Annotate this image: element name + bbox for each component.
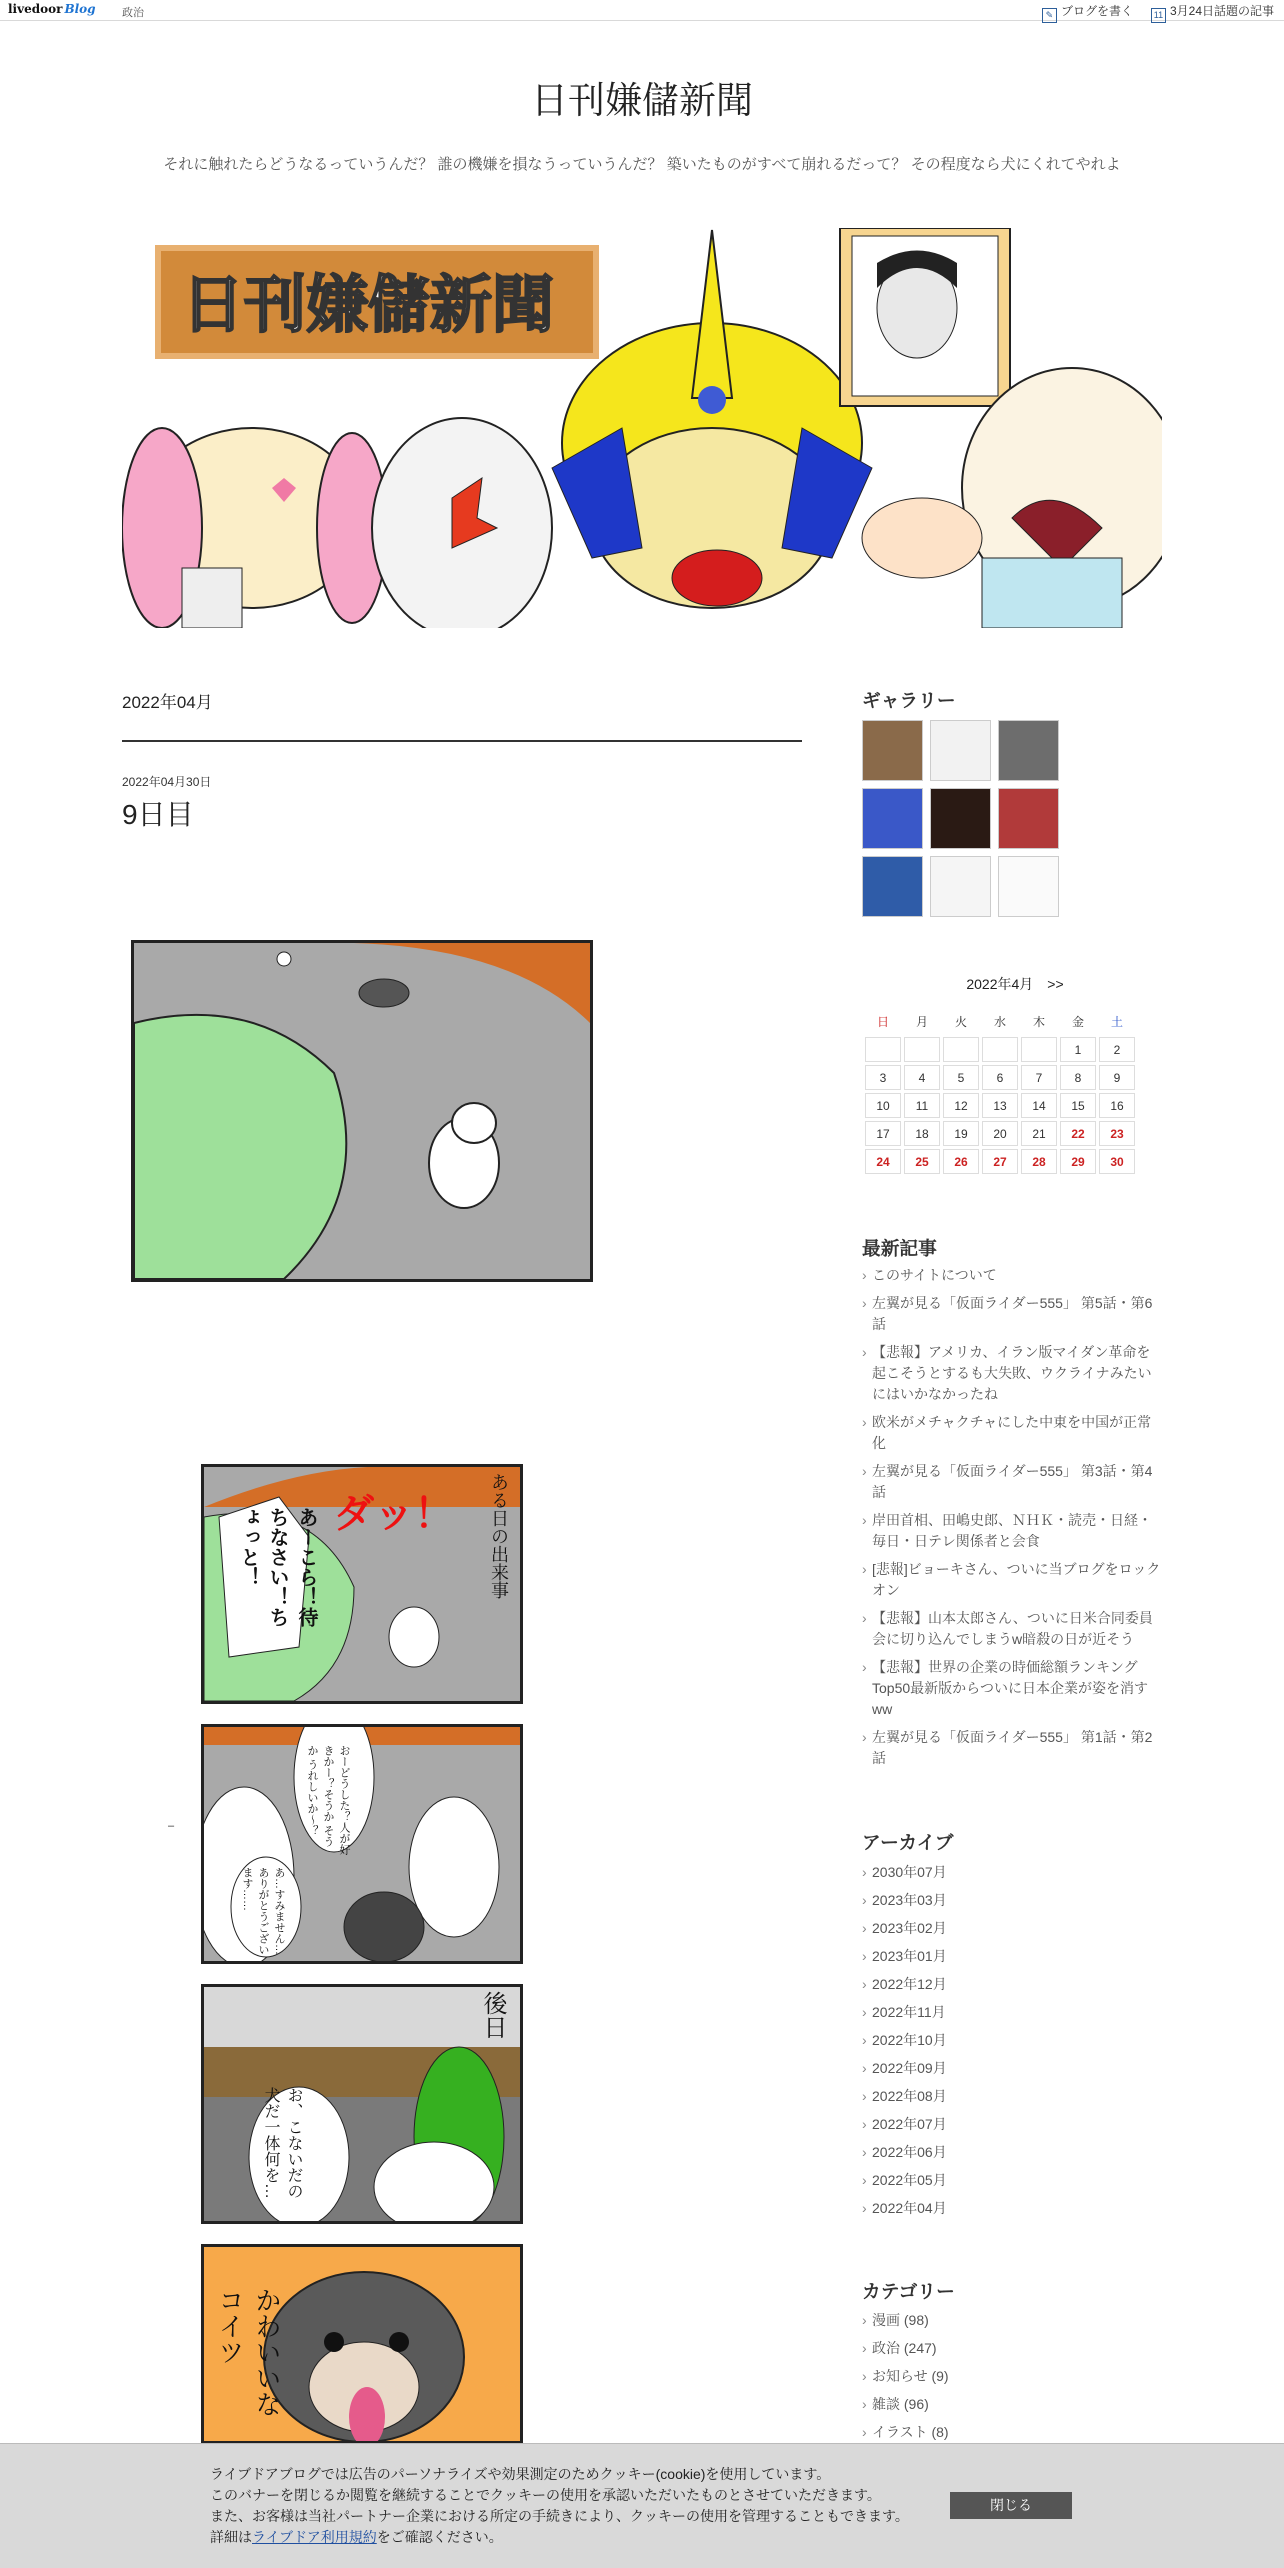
write-blog-label: ブログを書く: [1060, 4, 1133, 18]
calendar-day[interactable]: 26: [943, 1149, 979, 1174]
top-bar: [0, 0, 1284, 21]
cookie-banner: [0, 2443, 1284, 2568]
comic-caption-1: ある日の出来事: [489, 1473, 509, 1599]
cookie-line-2: このバナーを閉じるか閲覧を継続することでクッキーの使用を承認いただいたものとさせていただきます。: [210, 2487, 881, 2503]
comic-panel-1: [131, 940, 593, 1282]
calendar-next-link[interactable]: >>: [1047, 976, 1064, 992]
calendar-day[interactable]: 29: [1060, 1149, 1096, 1174]
logo-text: livedoor: [8, 2, 63, 16]
calendar-icon: 11: [1151, 8, 1166, 23]
post-date: 2022年04月30日: [122, 775, 212, 789]
cookie-line-1: ライブドアブログでは広告のパーソナライズや効果測定のためクッキー(cookie)を使用しています。: [210, 2466, 831, 2482]
comic-speech-4: お、こないだの犬だ一体何を…: [262, 2087, 302, 2199]
calendar-day[interactable]: 1: [1060, 1037, 1096, 1062]
topic-articles-link[interactable]: [1151, 2, 1274, 23]
cookie-line-3: また、お客様は当社パートナー企業における所定の手続きにより、クッキーの使用を管理することもできます。: [210, 2508, 909, 2524]
recent-post-link[interactable]: › このサイトについて: [862, 1265, 1162, 1286]
calendar-day[interactable]: 27: [982, 1149, 1018, 1174]
gallery-thumb[interactable]: [998, 856, 1059, 917]
calendar-day[interactable]: 22: [1060, 1121, 1096, 1146]
banner-title: 日刊嫌儲新聞: [182, 268, 555, 341]
calendar-day: [904, 1037, 940, 1062]
cookie-line-4: [210, 2527, 909, 2548]
cookie-line-4-post: をご確認ください。: [376, 2529, 503, 2545]
calendar-day: [982, 1037, 1018, 1062]
calendar-day[interactable]: 18: [904, 1121, 940, 1146]
category-link[interactable]: 政治: [122, 7, 144, 19]
calendar-day[interactable]: 5: [943, 1065, 979, 1090]
recent-heading: 最新記事: [862, 1238, 937, 1259]
recent-post-link[interactable]: › 岸田首相、田嶋史郎、ＮＨＫ・読売・日経・毎日・日テレ関係者と会食: [862, 1510, 1162, 1552]
heading-rule: [122, 740, 802, 742]
calendar-day[interactable]: 16: [1099, 1093, 1135, 1118]
archive-link[interactable]: › 2022年08月: [862, 2086, 1162, 2107]
gallery-thumb[interactable]: [930, 788, 991, 849]
sfx-text: ダッ！: [334, 1492, 454, 1536]
calendar-week: [865, 1065, 1135, 1090]
comic-speech-2: おーどうした？人が好きかー？そうか そうか うれしいか～？: [306, 1745, 350, 1855]
banner-illustration: [122, 228, 1162, 628]
calendar-day[interactable]: 20: [982, 1121, 1018, 1146]
comic-strip-panel-3: [201, 1984, 523, 2224]
comic-speech-3: あ…すみません…ありがとうございます……: [241, 1867, 285, 1955]
cookie-close-button[interactable]: 閉じる: [950, 2492, 1072, 2519]
archive-link[interactable]: › 2023年03月: [862, 1890, 1162, 1911]
archive-link[interactable]: › 2023年02月: [862, 1918, 1162, 1939]
category-link[interactable]: › 政治 (247): [862, 2338, 1162, 2359]
comic-strip-panel-3-art: [204, 1987, 520, 2221]
comic-strip-panel-2: [201, 1724, 523, 1964]
calendar-day[interactable]: 10: [865, 1093, 901, 1118]
write-blog-link[interactable]: [1042, 2, 1133, 23]
archive-link[interactable]: › 2023年01月: [862, 1946, 1162, 1967]
weekday-mon: 月: [915, 1015, 928, 1029]
calendar-day[interactable]: 30: [1099, 1149, 1135, 1174]
calendar-day: [1021, 1037, 1057, 1062]
calendar-day[interactable]: 12: [943, 1093, 979, 1118]
post-title[interactable]: 9日目: [122, 799, 194, 830]
category-link[interactable]: › お知らせ (9): [862, 2366, 1162, 2387]
calendar-day[interactable]: 24: [865, 1149, 901, 1174]
calendar-day[interactable]: 17: [865, 1121, 901, 1146]
cookie-text: [210, 2464, 909, 2548]
category-link[interactable]: › 雑談 (96): [862, 2394, 1162, 2415]
archive-link[interactable]: › 2022年11月: [862, 2002, 1162, 2023]
recent-post-link[interactable]: › 左翼が見る「仮面ライダー555」 第3話・第4話: [862, 1461, 1162, 1503]
calendar-day[interactable]: 25: [904, 1149, 940, 1174]
calendar-day[interactable]: 23: [1099, 1121, 1135, 1146]
top-bar-actions: [1042, 2, 1274, 23]
calendar-header: [862, 974, 1168, 994]
archive-link[interactable]: › 2030年07月: [862, 1862, 1162, 1883]
comic-speech-1: あーこら！待ちなさい！ちょっと！: [237, 1507, 317, 1627]
comic-strip-panel-4: [201, 2244, 523, 2444]
recent-post-link[interactable]: › [悲報]ビョーキさん、ついに当ブログをロックオン: [862, 1559, 1162, 1601]
weekday-tue: 火: [954, 1015, 967, 1029]
archive-link[interactable]: › 2022年09月: [862, 2058, 1162, 2079]
weekday-thu: 木: [1032, 1015, 1045, 1029]
recent-post-link[interactable]: › 左翼が見る「仮面ライダー555」 第5話・第6話: [862, 1293, 1162, 1335]
calendar-week: [865, 1093, 1135, 1118]
archive-link[interactable]: › 2022年07月: [862, 2114, 1162, 2135]
gallery-thumb[interactable]: [998, 788, 1059, 849]
pencil-icon: ✎: [1042, 8, 1057, 23]
calendar-day[interactable]: 4: [904, 1065, 940, 1090]
site-title[interactable]: 日刊嫌儲新聞: [531, 79, 753, 122]
calendar-weekdays: [865, 1009, 1135, 1034]
calendar-week: [865, 1149, 1135, 1174]
comic-strip-panel-1: [201, 1464, 523, 1704]
category-list: [862, 2310, 1162, 2450]
recent-post-link[interactable]: › 左翼が見る「仮面ライダー555」 第1話・第2話: [862, 1727, 1162, 1769]
calendar-day[interactable]: 7: [1021, 1065, 1057, 1090]
calendar-day[interactable]: 14: [1021, 1093, 1057, 1118]
calendar-day: [865, 1037, 901, 1062]
recent-post-link[interactable]: › 【悲報】世界の企業の時価総額ランキングTop50最新版からついに日本企業が姿を消すww: [862, 1657, 1162, 1720]
calendar-day[interactable]: 28: [1021, 1149, 1057, 1174]
calendar-day[interactable]: 6: [982, 1065, 1018, 1090]
calendar-week: [865, 1037, 1135, 1062]
recent-post-link[interactable]: › 欧米がメチャクチャにした中東を中国が正常化: [862, 1412, 1162, 1454]
calendar-day[interactable]: 19: [943, 1121, 979, 1146]
archive-link[interactable]: › 2022年12月: [862, 1974, 1162, 1995]
calendar-day[interactable]: 3: [865, 1065, 901, 1090]
gallery-grid: [862, 720, 1062, 917]
calendar-day[interactable]: 2: [1099, 1037, 1135, 1062]
header-banner[interactable]: [122, 228, 1162, 628]
cookie-line-4-pre: 詳細は: [210, 2529, 252, 2545]
recent-post-link[interactable]: › 【悲報】アメリカ、イラン版マイダン革命を起こそうとするも大失敗、ウクライナみたいにはいかなかったね: [862, 1342, 1162, 1405]
gallery-thumb[interactable]: [862, 720, 923, 781]
calendar-day[interactable]: 15: [1060, 1093, 1096, 1118]
recent-posts-list: [862, 1265, 1162, 1776]
archive-list: [862, 1862, 1162, 2226]
site-tagline: それに触れたらどうなるっていうんだ？ 誰の機嫌を損なうっていうんだ？ 築いたものがすべて崩れるだって？ その程度なら犬にくれてやれよ: [163, 156, 1121, 173]
gallery-thumb[interactable]: [862, 856, 923, 917]
archive-sidebar-heading: アーカイブ: [862, 1832, 954, 1853]
archive-link[interactable]: › 2022年06月: [862, 2142, 1162, 2163]
gallery-thumb[interactable]: [930, 720, 991, 781]
gallery-thumb[interactable]: [862, 788, 923, 849]
category-heading: カテゴリー: [862, 2281, 955, 2302]
calendar-day: [943, 1037, 979, 1062]
archive-link[interactable]: › 2022年10月: [862, 2030, 1162, 2051]
archive-link[interactable]: › 2022年05月: [862, 2170, 1162, 2191]
calendar-day[interactable]: 9: [1099, 1065, 1135, 1090]
comic-caption-3: かわいいなコイツ: [215, 2287, 282, 2417]
category-link[interactable]: › イラスト (8): [862, 2422, 1162, 2443]
calendar-day[interactable]: 8: [1060, 1065, 1096, 1090]
weekday-sun: 日: [876, 1015, 889, 1029]
calendar-day[interactable]: 21: [1021, 1121, 1057, 1146]
calendar-month: 2022年4月: [966, 976, 1034, 992]
weekday-wed: 水: [993, 1015, 1006, 1029]
comic-caption-2: 後日: [479, 1991, 506, 2039]
calendar-day[interactable]: 13: [982, 1093, 1018, 1118]
livedoor-blog-logo[interactable]: [8, 2, 96, 16]
archive-heading: 2022年04月: [122, 693, 213, 712]
category-link[interactable]: › 漫画 (98): [862, 2310, 1162, 2331]
topic-label: 3月24日話題の記事: [1169, 4, 1274, 18]
separator-dash: –: [168, 1820, 175, 1832]
logo-sub: Blog: [64, 2, 96, 16]
recent-post-link[interactable]: › 【悲報】山本太郎さん、ついに日米合同委員会に切り込んでしまうw暗殺の日が近そう: [862, 1608, 1162, 1650]
calendar-day[interactable]: 11: [904, 1093, 940, 1118]
calendar-table: [862, 1006, 1138, 1177]
calendar-week: [865, 1121, 1135, 1146]
archive-link[interactable]: › 2022年04月: [862, 2198, 1162, 2219]
comic-panel-1-art: [134, 943, 590, 1279]
gallery-thumb[interactable]: [930, 856, 991, 917]
terms-link[interactable]: ライブドア利用規約: [252, 2529, 377, 2545]
weekday-sat: 土: [1110, 1015, 1123, 1029]
gallery-heading: ギャラリー: [862, 690, 956, 711]
gallery-thumb[interactable]: [998, 720, 1059, 781]
weekday-fri: 金: [1071, 1015, 1084, 1029]
